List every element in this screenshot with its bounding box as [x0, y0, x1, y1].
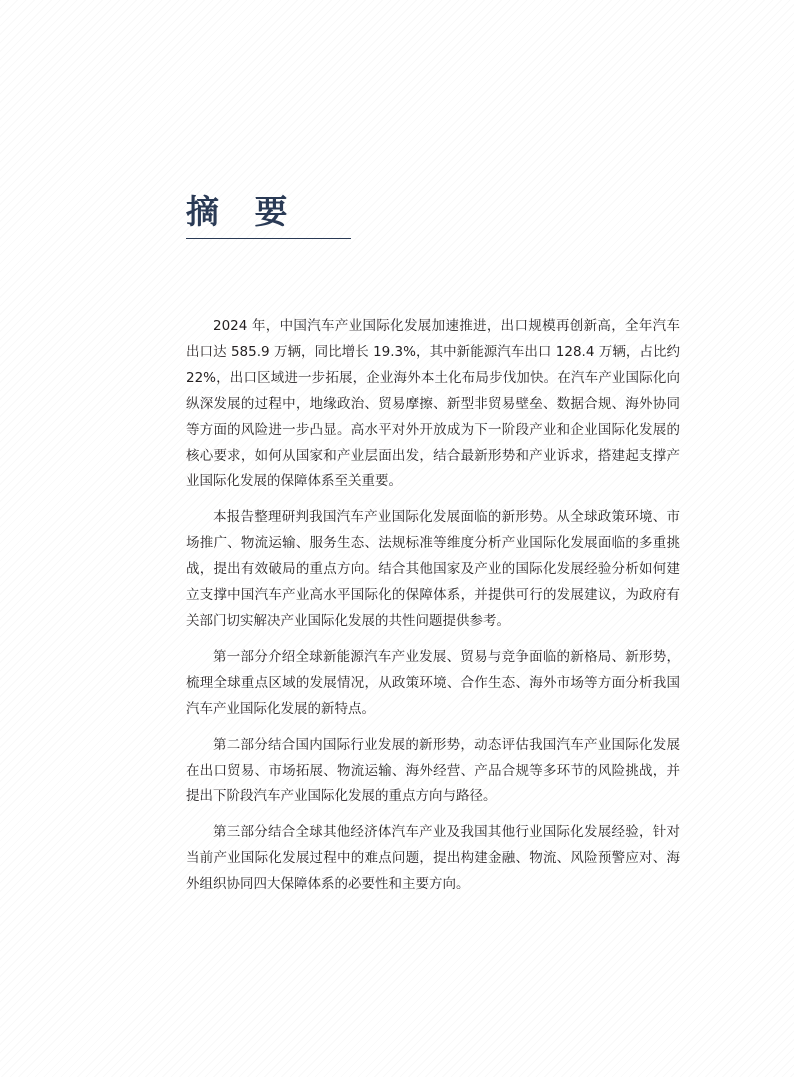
paragraph-overview: 2024 年，中国汽车产业国际化发展加速推进，出口规模再创新高，全年汽车出口达 585.9 万辆，同比增长 19.3%，其中新能源汽车出口 128.4 万辆，占比约 22%，出口区域进一步拓展，企业海外本土化布局步伐加快。在汽车产业国际化向纵深发展的过程中，地缘政治、贸易摩擦、新型非贸易壁垒、数据合规、海外协同等方面的风险进一步凸显。高水平对外开放成为下一阶段产业和企业国际化发展的核心要求，如何从国家和产业层面出发，结合最新形势和产业诉求，搭建起支撑产业国际化发展的保障体系至关重要。 — [186, 318, 680, 490]
paragraph-part-one: 第一部分介绍全球新能源汽车产业发展、贸易与竞争面临的新格局、新形势，梳理全球重点区域的发展情况，从政策环境、合作生态、海外市场等方面分析我国汽车产业国际化发展的新特点。 — [186, 648, 680, 717]
paragraph-part-three: 第三部分结合全球其他经济体汽车产业及我国其他行业国际化发展经验，针对当前产业国际化发展过程中的难点问题，提出构建金融、物流、风险预警应对、海外组织协同四大保障体系的必要性和主要方向。 — [186, 824, 680, 893]
abstract-heading-block — [186, 192, 351, 239]
paragraph-part-two: 第二部分结合国内国际行业发展的新形势，动态评估我国汽车产业国际化发展在出口贸易、市场拓展、物流运输、海外经营、产品合规等多环节的风险挑战，并提出下阶段汽车产业国际化发展的重点方向与路径。 — [186, 736, 680, 805]
title-underline — [186, 238, 351, 239]
paragraph-report-scope: 本报告整理研判我国汽车产业国际化发展面临的新形势。从全球政策环境、市场推广、物流运输、服务生态、法规标准等维度分析产业国际化发展面临的多重挑战，提出有效破局的重点方向。结合其他国家及产业的国际化发展经验分析如何建立支撑中国汽车产业高水平国际化的保障体系，并提供可行的发展建议，为政府有关部门切实解决产业国际化发展的共性问题提供参考。 — [186, 509, 680, 629]
page-title: 摘 要 — [186, 192, 300, 231]
abstract-body — [186, 314, 680, 908]
